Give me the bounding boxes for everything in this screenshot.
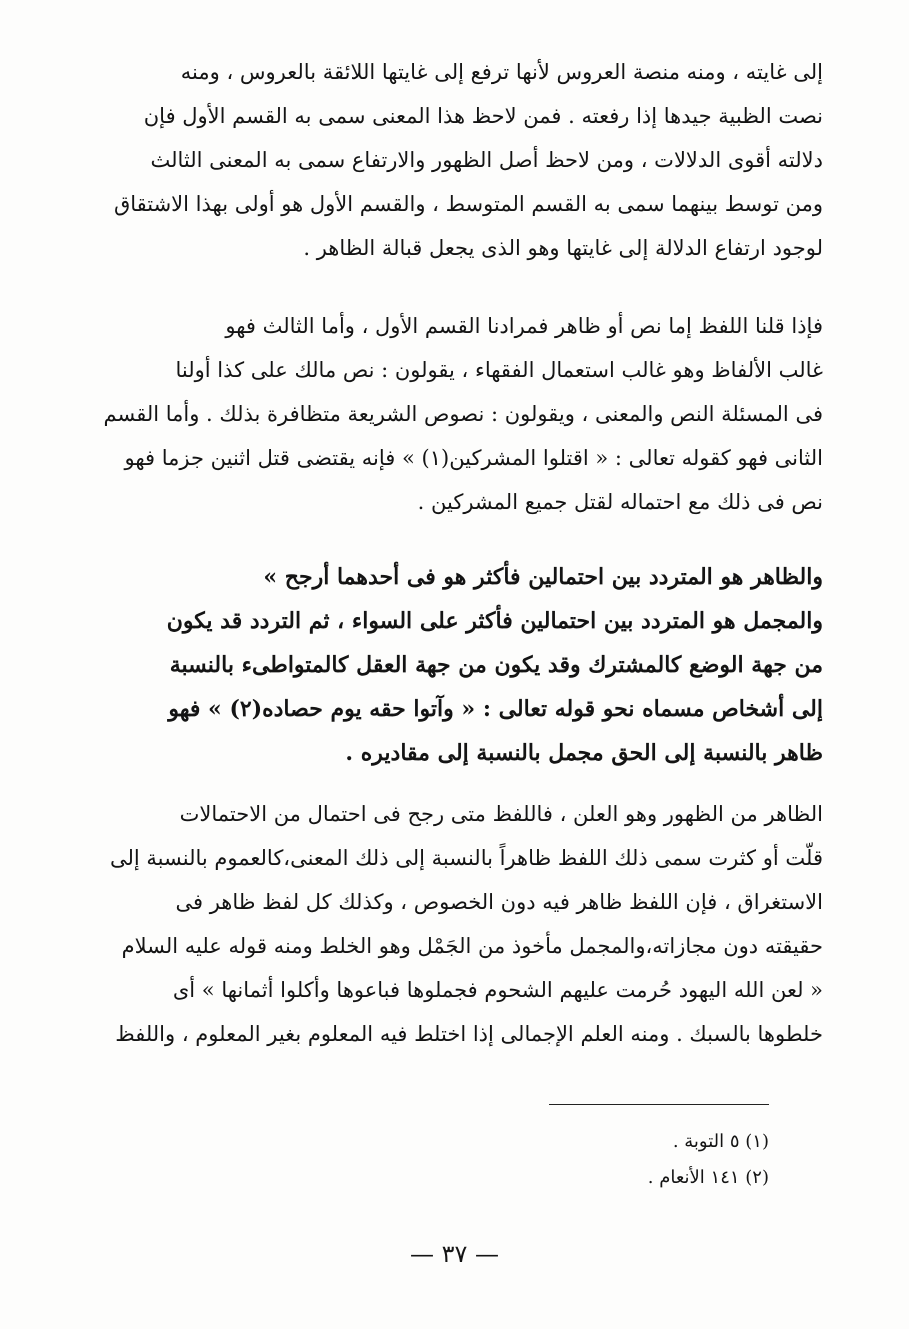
footnote-1: (١) ٥ التوبة . xyxy=(672,1131,769,1152)
text-line: نص فى ذلك مع احتماله لقتل جميع المشركين . xyxy=(417,490,823,514)
text-line: فى المسئلة النص والمعنى ، ويقولون : نصوص الشريعة متظافرة بذلك . وأما القسم xyxy=(103,402,823,426)
text-line: « لعن الله اليهود حُرمت عليهم الشحوم فجملوها فباعوها وأكلوا أثمانها » أى xyxy=(172,978,823,1002)
text-line: الاستغراق ، فإن اللفظ ظاهر فيه دون الخصوص ، وكذلك كل لفظ ظاهر فى xyxy=(175,890,823,914)
text-line: والمجمل هو المتردد بين احتمالين فأكثر على السواء ، ثم التردد قد يكون xyxy=(166,608,823,634)
text-line: ظاهر بالنسبة إلى الحق مجمل بالنسبة إلى مقاديره . xyxy=(345,740,823,766)
text-line: لوجود ارتفاع الدلالة إلى غايتها وهو الذى يجعل قبالة الظاهر . xyxy=(303,236,823,260)
page-number: — ٣٧ — xyxy=(409,1240,500,1268)
paragraph-4 xyxy=(103,792,823,1056)
text-line: قلّت أو كثرت سمى ذلك اللفظ ظاهراً بالنسبة إلى ذلك المعنى،كالعموم بالنسبة إلى xyxy=(110,846,823,870)
text-line: من جهة الوضع كالمشترك وقد يكون من جهة العقل كالمتواطىء بالنسبة xyxy=(169,652,823,678)
footnote-divider xyxy=(549,1104,769,1105)
text-line: الثانى فهو كقوله تعالى : « اقتلوا المشركين(١) » فإنه يقتضى قتل اثنين جزما فهو xyxy=(124,446,823,470)
paragraph-2 xyxy=(103,304,823,524)
text-line: إلى أشخاص مسماه نحو قوله تعالى : « وآتوا حقه يوم حصاده(٢) » فهو xyxy=(168,696,823,722)
text-line: خلطوها بالسبك . ومنه العلم الإجمالى إذا اختلط فيه المعلوم بغير المعلوم ، واللفظ xyxy=(115,1022,823,1046)
footnote-2: (٢) ١٤١ الأنعام . xyxy=(647,1167,769,1188)
text-line: فإذا قلنا اللفظ إما نص أو ظاهر فمرادنا القسم الأول ، وأما الثالث فهو xyxy=(225,314,823,338)
text-line: ومن توسط بينهما سمى به القسم المتوسط ، والقسم الأول هو أولى بهذا الاشتقاق xyxy=(113,192,823,216)
text-line: الظاهر من الظهور وهو العلن ، فاللفظ متى رجح فى احتمال من الاحتمالات xyxy=(179,802,823,826)
paragraph-1 xyxy=(103,50,823,270)
text-line: نصت الظبية جيدها إذا رفعته . فمن لاحظ هذا المعنى سمى به القسم الأول فإن xyxy=(143,104,823,128)
text-line: حقيقته دون مجازاته،والمجمل مأخوذ من الجَمْل وهو الخلط ومنه قوله عليه السلام xyxy=(121,934,823,958)
text-line: دلالته أقوى الدلالات ، ومن لاحظ أصل الظهور والارتفاع سمى به المعنى الثالث xyxy=(150,148,823,172)
text-line: غالب الألفاظ وهو غالب استعمال الفقهاء ، يقولون : نص مالك على كذا أولنا xyxy=(175,358,823,382)
paragraph-3-bold-matn xyxy=(103,555,823,775)
text-line: والظاهر هو المتردد بين احتمالين فأكثر هو فى أحدهما أرجح » xyxy=(263,564,823,590)
footnotes xyxy=(369,1124,769,1196)
text-line: إلى غايته ، ومنه منصة العروس لأنها ترفع إلى غايتها اللائقة بالعروس ، ومنه xyxy=(180,60,823,84)
